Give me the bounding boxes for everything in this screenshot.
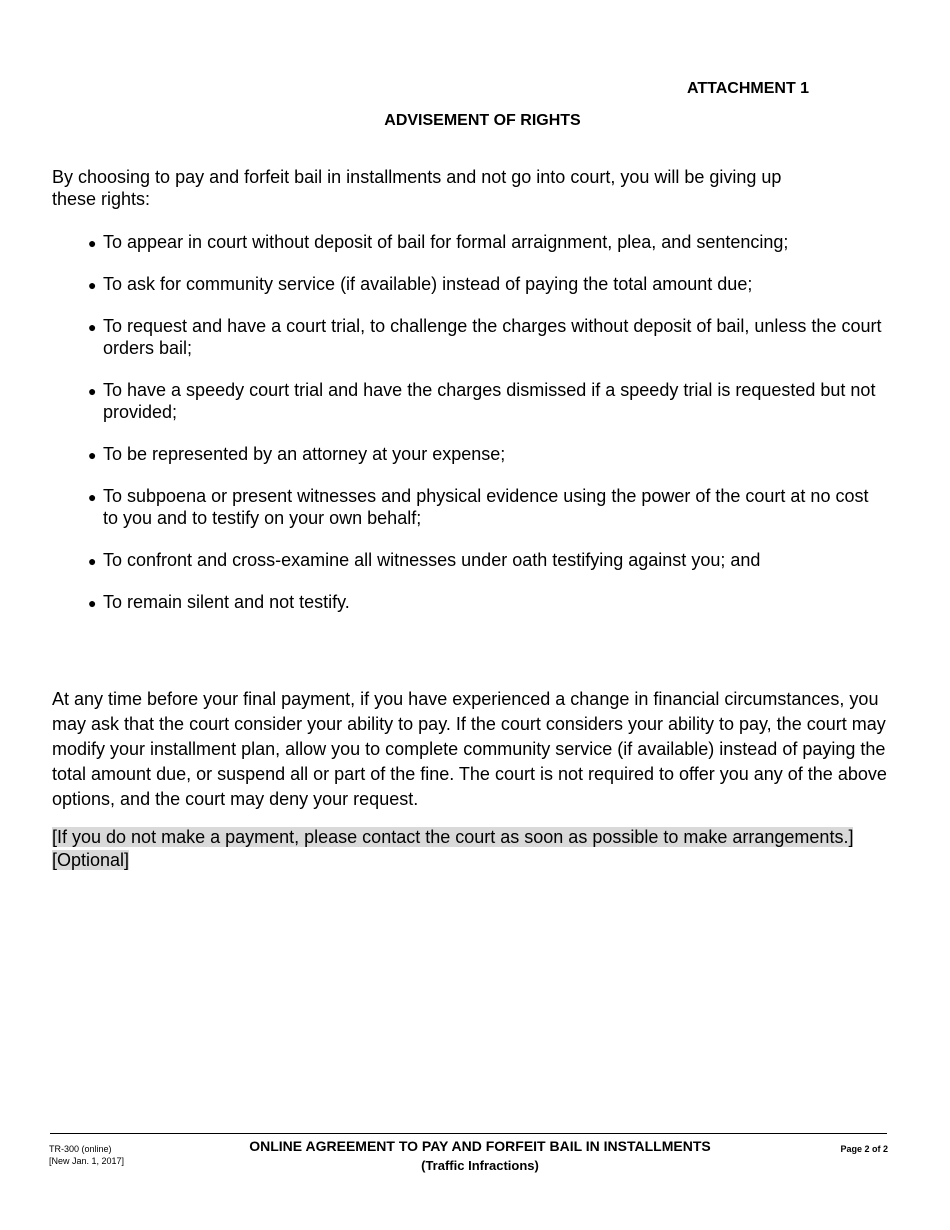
- right-text: To request and have a court trial, to challenge the charges without deposit of bail, unless the court orders bail;: [103, 316, 882, 358]
- right-item: [88, 549, 888, 571]
- footer-subtitle: (Traffic Infractions): [421, 1158, 539, 1173]
- attachment-label: ATTACHMENT 1: [687, 80, 810, 97]
- right-item: [88, 315, 888, 359]
- right-text: To remain silent and not testify.: [103, 592, 350, 612]
- form-id: TR-300 (online): [49, 1144, 112, 1154]
- footer-title: ONLINE AGREEMENT TO PAY AND FORFEIT BAIL IN INSTALLMENTS: [249, 1138, 711, 1154]
- right-text: To ask for community service (if available) instead of paying the total amount due;: [103, 274, 753, 294]
- financial-circumstances-paragraph: At any time before your final payment, if you have experienced a change in financial circumstances, you may ask that the court consider your ability to pay. If the court considers your ability to pay, the court may modify your installment plan, allow you to complete community service (if available) instead of paying the total amount due, or suspend all or part of the fine. The court is not required to offer you any of the above options, and the court may deny your request.: [52, 689, 887, 809]
- intro-paragraph: By choosing to pay and forfeit bail in installments and not go into court, you will be giving up these rights:: [52, 167, 782, 209]
- right-item: [88, 591, 888, 613]
- right-item: [88, 485, 888, 529]
- bullet-icon: [88, 231, 96, 255]
- right-item: [88, 379, 888, 423]
- page-number: Page 2 of 2: [840, 1144, 888, 1154]
- right-text: To have a speedy court trial and have the charges dismissed if a speedy trial is requested but not provided;: [103, 380, 876, 422]
- right-text: To subpoena or present witnesses and physical evidence using the power of the court at no cost to you and to testify on your own behalf;: [103, 486, 869, 528]
- footer-divider: [50, 1133, 887, 1134]
- bullet-icon: [88, 591, 96, 615]
- right-item: [88, 231, 888, 253]
- page-title: ADVISEMENT OF RIGHTS: [384, 112, 581, 129]
- rights-list: [88, 231, 888, 633]
- bullet-icon: [88, 485, 96, 509]
- bullet-icon: [88, 443, 96, 467]
- form-date: [New Jan. 1, 2017]: [49, 1156, 125, 1166]
- optional-note-text: [If you do not make a payment, please contact the court as soon as possible to make arrangements.] [Optional]: [52, 827, 854, 870]
- right-text: To appear in court without deposit of bail for formal arraignment, plea, and sentencing;: [103, 232, 789, 252]
- bullet-icon: [88, 315, 96, 339]
- bullet-icon: [88, 379, 96, 403]
- optional-note: [52, 826, 902, 872]
- right-item: [88, 273, 888, 295]
- right-text: To be represented by an attorney at your expense;: [103, 444, 506, 464]
- right-item: [88, 443, 888, 465]
- bullet-icon: [88, 549, 96, 573]
- right-text: To confront and cross-examine all witnesses under oath testifying against you; and: [103, 550, 761, 570]
- bullet-icon: [88, 273, 96, 297]
